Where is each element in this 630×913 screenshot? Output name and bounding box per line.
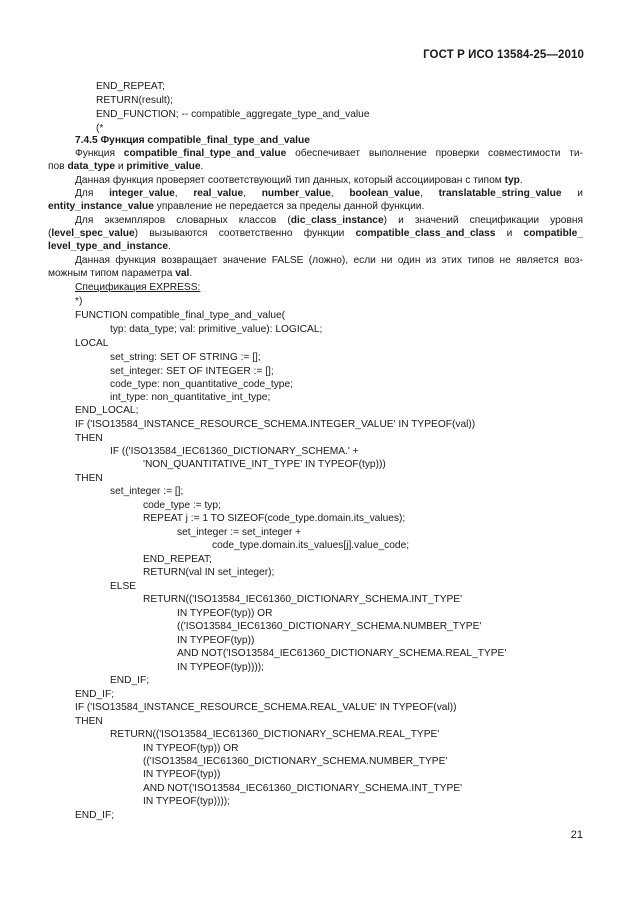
code-line: IN TYPEOF(typ)) OR bbox=[143, 743, 239, 754]
code-line: IN TYPEOF(typ)))); bbox=[143, 796, 230, 807]
code-line: IN TYPEOF(typ)) OR bbox=[177, 608, 273, 619]
section-heading: 7.4.5 Функция compatible_final_type_and_value bbox=[75, 135, 310, 146]
code-line: 'NON_QUANTITATIVE_INT_TYPE' IN TYPEOF(typ))) bbox=[143, 459, 386, 470]
code-line: END_REPEAT; bbox=[143, 554, 212, 565]
code-line: IN TYPEOF(typ)))); bbox=[177, 662, 264, 673]
code-line: END_FUNCTION; -- compatible_aggregate_type_and_value bbox=[96, 109, 370, 120]
code-line: IF ('ISO13584_INSTANCE_RESOURCE_SCHEMA.REAL_VALUE' IN TYPEOF(val)) bbox=[75, 702, 457, 713]
code-line: set_integer := set_integer + bbox=[177, 527, 302, 538]
code-line: typ: data_type; val: primitive_value): LOGICAL; bbox=[110, 324, 323, 335]
code-line: code_type := typ; bbox=[143, 500, 221, 511]
code-line: REPEAT j := 1 TO SIZEOF(code_type.domain.its_values); bbox=[143, 513, 406, 524]
code-line: ELSE bbox=[110, 581, 137, 592]
express-spec-label: Спецификация EXPRESS: bbox=[75, 282, 201, 293]
code-line: END_IF; bbox=[75, 810, 115, 821]
code-line: THEN bbox=[75, 433, 103, 444]
code-line: RETURN(val IN set_integer); bbox=[143, 567, 275, 578]
paragraph-3-line-1: Для integer_value, real_value, number_value, boolean_value, translatable_string_value и bbox=[75, 188, 583, 199]
code-line: IN TYPEOF(typ)) bbox=[177, 635, 255, 646]
document-header-title: ГОСТ Р ИСО 13584-25—2010 bbox=[423, 49, 584, 61]
code-line: FUNCTION compatible_final_type_and_value( bbox=[75, 310, 286, 321]
code-line: code_type.domain.its_values[j].value_code; bbox=[212, 540, 410, 551]
code-line: END_IF; bbox=[75, 689, 115, 700]
code-line: END_IF; bbox=[110, 675, 150, 686]
paragraph-2: Данная функция проверяет соответствующий тип данных, который ассоциирован с типом typ. bbox=[75, 175, 523, 186]
comment-close: *) bbox=[75, 296, 83, 307]
code-line: AND NOT('ISO13584_IEC61360_DICTIONARY_SCHEMA.INT_TYPE' bbox=[143, 783, 463, 794]
paragraph-4-line-1: Для экземпляров словарных классов (dic_class_instance) и значений спецификации уровня bbox=[75, 215, 583, 226]
code-line: THEN bbox=[75, 716, 103, 727]
code-line: code_type: non_quantitative_code_type; bbox=[110, 379, 293, 390]
page-number: 21 bbox=[570, 829, 583, 841]
code-line: AND NOT('ISO13584_IEC61360_DICTIONARY_SCHEMA.REAL_TYPE' bbox=[177, 648, 507, 659]
code-line: RETURN(result); bbox=[96, 95, 173, 106]
paragraph-5-line-2: можным типом параметра val. bbox=[48, 268, 193, 279]
code-line: (('ISO13584_IEC61360_DICTIONARY_SCHEMA.NUMBER_TYPE' bbox=[143, 756, 448, 767]
code-line: (('ISO13584_IEC61360_DICTIONARY_SCHEMA.NUMBER_TYPE' bbox=[177, 621, 482, 632]
code-line: RETURN(('ISO13584_IEC61360_DICTIONARY_SCHEMA.REAL_TYPE' bbox=[110, 729, 440, 740]
paragraph-5-line-1: Данная функция возвращает значение FALSE (ложно), если ни один из этих типов не является воз- bbox=[75, 255, 583, 266]
code-line: END_REPEAT; bbox=[96, 81, 165, 92]
code-line: int_type: non_quantitative_int_type; bbox=[110, 392, 271, 403]
code-line: RETURN(('ISO13584_IEC61360_DICTIONARY_SCHEMA.INT_TYPE' bbox=[143, 594, 463, 605]
paragraph-1-line-2: пов data_type и primitive_value. bbox=[48, 161, 204, 172]
paragraph-4-line-2: (level_spec_value) вызываются соответственно функции compatible_class_and_class и compatible_ bbox=[48, 228, 583, 239]
paragraph-3-line-2: entity_instance_value управление не передается за пределы данной функции. bbox=[48, 201, 425, 212]
code-line: set_integer := []; bbox=[110, 486, 184, 497]
code-line: THEN bbox=[75, 473, 103, 484]
code-line: IN TYPEOF(typ)) bbox=[143, 769, 221, 780]
code-line: set_integer: SET OF INTEGER := []; bbox=[110, 366, 274, 377]
code-line: END_LOCAL; bbox=[75, 405, 139, 416]
code-line: (* bbox=[96, 123, 104, 134]
code-line: set_string: SET OF STRING := []; bbox=[110, 352, 261, 363]
code-line: LOCAL bbox=[75, 338, 109, 349]
paragraph-1-line-1: Функция compatible_final_type_and_value обеспечивает выполнение проверки совместимости ти- bbox=[75, 148, 583, 159]
code-line: IF (('ISO13584_IEC61360_DICTIONARY_SCHEMA.' + bbox=[110, 446, 359, 457]
code-line: IF ('ISO13584_INSTANCE_RESOURCE_SCHEMA.INTEGER_VALUE' IN TYPEOF(val)) bbox=[75, 419, 476, 430]
paragraph-4-line-3: level_type_and_instance. bbox=[48, 241, 171, 252]
